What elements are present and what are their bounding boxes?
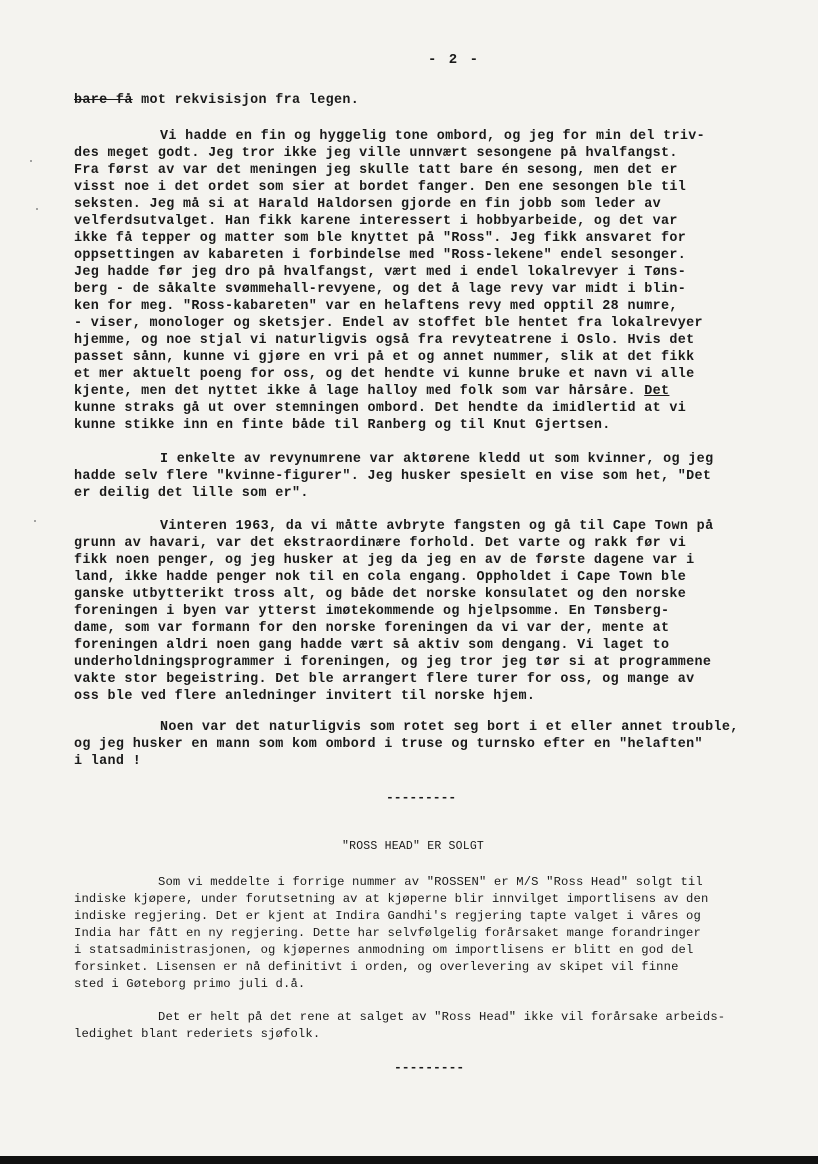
margin-speck: [34, 520, 36, 522]
paragraph-line: grunn av havari, var det ekstraordinære forhold. Det varte og rakk før vi: [74, 536, 687, 551]
paragraph-line: vakte stor begeistring. Det ble arrangert flere turer for oss, og mange av: [74, 672, 695, 687]
paragraph-line: og jeg husker en mann som kom ombord i truse og turnsko efter en "helaften": [74, 737, 703, 752]
paragraph-line: er deilig det lille som er".: [74, 486, 309, 501]
paragraph-line: et mer aktuelt poeng for oss, og det hendte vi kunne bruke et navn vi alle: [74, 367, 695, 382]
paragraph-line: Jeg hadde før jeg dro på hvalfangst, vært med i endel lokalrevyer i Tøns-: [74, 265, 687, 280]
paragraph-line: Noen var det naturligvis som rotet seg bort i et eller annet trouble,: [160, 720, 739, 735]
scan-bottom-edge: [0, 1156, 818, 1164]
section-heading: "ROSS HEAD" ER SOLGT: [342, 840, 485, 853]
paragraph-line: i land !: [74, 754, 142, 769]
paragraph-line: Som vi meddelte i forrige nummer av "ROSSEN" er M/S "Ross Head" solgt til: [158, 875, 703, 889]
margin-speck: [36, 208, 38, 210]
paragraph-line: underholdningsprogrammer i foreningen, og jeg tror jeg tør si at programmene: [74, 655, 712, 670]
paragraph-line: sted i Gøteborg primo juli d.å.: [74, 977, 306, 991]
paragraph-line: foreningen aldri noen gang hadde vært så aktiv som dengang. Vi laget to: [74, 638, 670, 653]
underlined-word: Det: [644, 384, 670, 399]
paragraph-line: des meget godt. Jeg tror ikke jeg ville unnvært sesongene på hvalfangst.: [74, 146, 678, 161]
paragraph-line: Vi hadde en fin og hyggelig tone ombord, og jeg for min del triv-: [160, 129, 706, 144]
paragraph-line: - viser, monologer og sketsjer. Endel av stoffet ble hentet fra lokalrevyer: [74, 316, 703, 331]
paragraph-line: kunne straks gå ut over stemningen ombord. Det hendte da imidlertid at vi: [74, 401, 687, 416]
first-line-rest: mot rekvisisjon fra legen.: [141, 93, 360, 108]
paragraph-line: I enkelte av revynumrene var aktørene kledd ut som kvinner, og jeg: [160, 452, 714, 467]
paragraph-line: i statsadministrasjonen, og kjøpernes anmodning om importlisens er blitt en god del: [74, 943, 694, 957]
paragraph-line: land, ikke hadde penger nok til en cola engang. Oppholdet i Cape Town ble: [74, 570, 687, 585]
section-divider: ---------: [386, 790, 457, 805]
struck-text: bare få: [74, 93, 133, 108]
paragraph-line: dame, som var formann for den norske foreningen da vi var der, mente at: [74, 621, 670, 636]
paragraph-line: Det er helt på det rene at salget av "Ross Head" ikke vil forårsake arbeids-: [158, 1010, 726, 1024]
paragraph-line: fikk noen penger, og jeg husker at jeg da jeg en av de første dagene var i: [74, 553, 695, 568]
paragraph-line: visst noe i det ordet som sier at bordet fanger. Den ene sesongen ble til: [74, 180, 687, 195]
paragraph-line: passet sånn, kunne vi gjøre en vri på et og annet nummer, slik at det fikk: [74, 350, 695, 365]
paragraph-line: hjemme, og noe stjal vi naturligvis også fra revyteatrene i Oslo. Hvis det: [74, 333, 695, 348]
paragraph-line: oppsettingen av kabareten i forbindelse med "Ross-lekene" endel sesonger.: [74, 248, 687, 263]
paragraph-line: foreningen i byen var ytterst imøtekommende og hjelpsomme. En Tønsberg-: [74, 604, 670, 619]
paragraph-line: ganske utbytterikt tross alt, og både det norske konsulatet og den norske: [74, 587, 687, 602]
paragraph-line: Vinteren 1963, da vi måtte avbryte fangsten og gå til Cape Town på: [160, 519, 714, 534]
paragraph-line: forsinket. Lisensen er nå definitivt i orden, og overlevering av skipet vil finne: [74, 960, 679, 974]
paragraph-line: ikke få tepper og matter som ble knyttet på "Ross". Jeg fikk ansvaret for: [74, 231, 687, 246]
paragraph-line: berg - de såkalte svømmehall-revyene, og det å lage revy var midt i blin-: [74, 282, 687, 297]
paragraph-line: indiske regjering. Det er kjent at Indira Gandhi's regjering tapte valget i våres og: [74, 909, 701, 923]
section-divider: ---------: [394, 1060, 465, 1075]
paragraph-line: Fra først av var det meningen jeg skulle tatt bare én sesong, men det er: [74, 163, 678, 178]
paragraph-line: hadde selv flere "kvinne-figurer". Jeg husker spesielt en vise som het, "Det: [74, 469, 712, 484]
paragraph-line: kjente, men det nyttet ikke å lage halloy med folk som var hårsåre. Det: [74, 384, 670, 399]
page-number: - 2 -: [428, 52, 481, 68]
paragraph-line: India har fått en ny regjering. Dette har selvfølgelig forårsaket mange forandringer: [74, 926, 701, 940]
paragraph-line: ledighet blant rederiets sjøfolk.: [74, 1027, 321, 1041]
paragraph-line: seksten. Jeg må si at Harald Haldorsen gjorde en fin jobb som leder av: [74, 197, 661, 212]
paragraph-line: kunne stikke inn en finte både til Ranberg og til Knut Gjertsen.: [74, 418, 611, 433]
paragraph-line: ken for meg. "Ross-kabareten" var en helaftens revy med opptil 28 numre,: [74, 299, 678, 314]
paragraph-line: oss ble ved flere anledninger invitert til norske hjem.: [74, 689, 536, 704]
first-line: [74, 93, 359, 110]
paragraph-line: velferdsutvalget. Han fikk karene interessert i hobbyarbeide, og det var: [74, 214, 678, 229]
margin-speck: [30, 160, 32, 162]
paragraph-line: indiske kjøpere, under forutsetning av at kjøperne blir innvilget importlisens av den: [74, 892, 709, 906]
